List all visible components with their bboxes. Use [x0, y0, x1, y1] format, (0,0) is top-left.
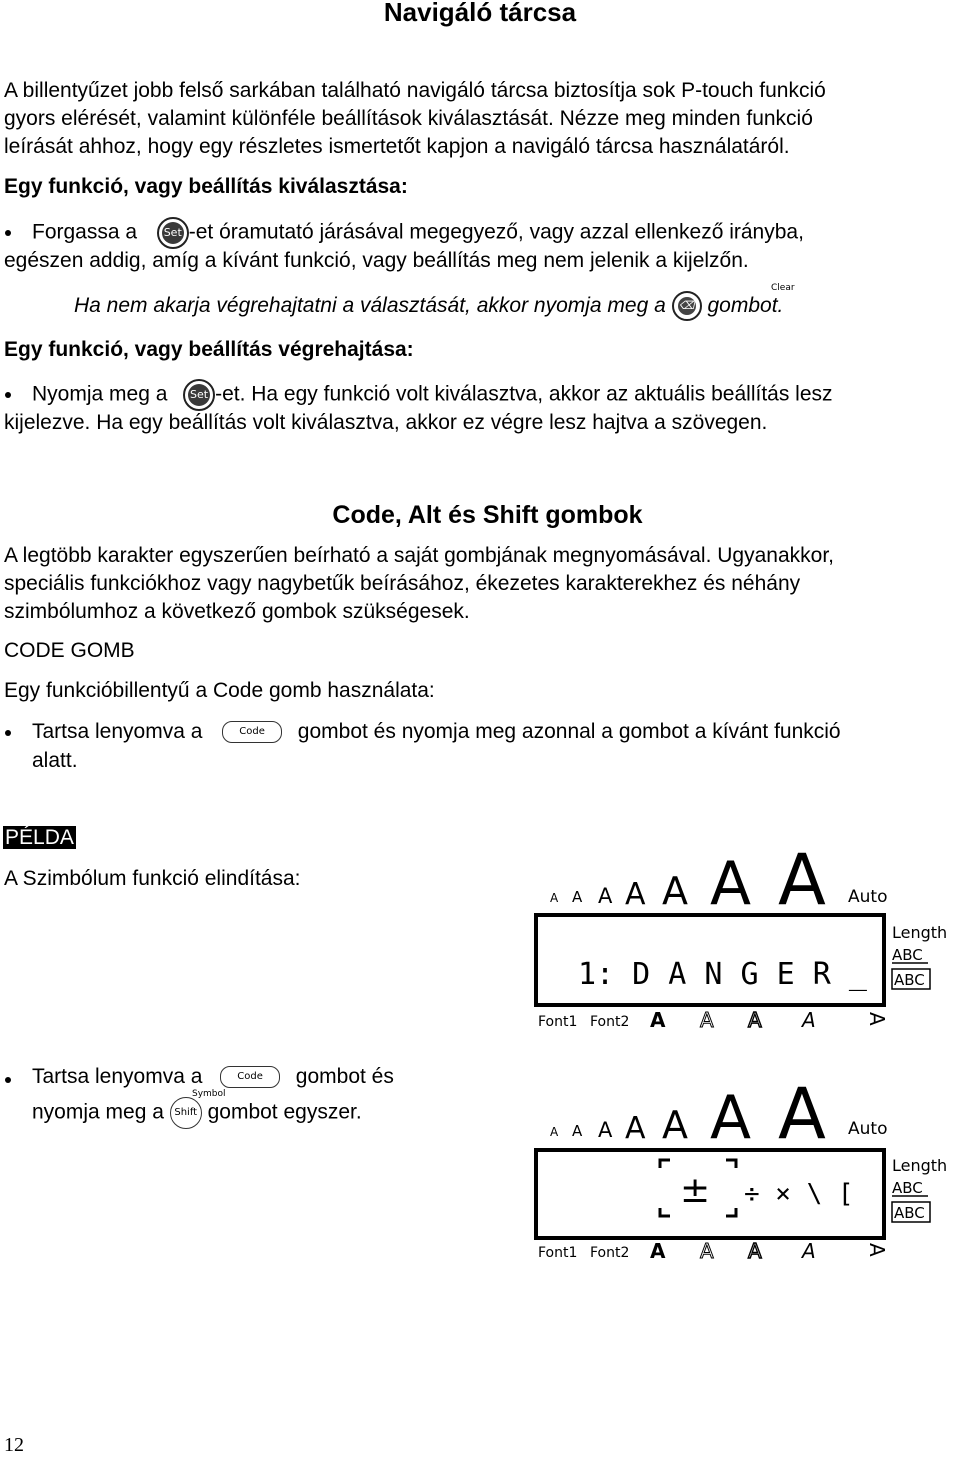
- example-title: A Szimbólum funkció elindítása:: [4, 867, 301, 890]
- size-letter: A: [625, 877, 646, 912]
- code-key-icon: Code: [220, 1066, 280, 1088]
- abc-framed-label: ABC: [894, 971, 925, 989]
- example-bullet-before-1: Tartsa lenyomva a: [32, 1065, 203, 1088]
- cancel-note-end: gombot.: [707, 294, 784, 317]
- execute-bullet-after: -et. Ha egy funkció volt kiválasztva, akkor az aktuális beállítás lesz: [215, 382, 833, 406]
- code-bullet-line-2: alatt.: [32, 749, 78, 772]
- style-letter: A: [748, 1008, 762, 1032]
- length-label: Length: [892, 1156, 948, 1175]
- bullet-dot: [5, 730, 11, 736]
- intro-line-2: gyors elérését, valamint különféle beállítások kiválasztását. Nézze meg minden funkció: [4, 107, 813, 130]
- abc-label: ABC: [892, 946, 923, 964]
- example-bullet-after-1: gombot és: [295, 1065, 394, 1088]
- page-title: Navigáló tárcsa: [383, 0, 577, 27]
- code-bullet-line-1: [32, 717, 841, 746]
- style-letter: A: [865, 1012, 889, 1026]
- size-letter: A: [710, 849, 752, 919]
- clear-key-icon: ⌫: [672, 291, 702, 321]
- size-letter: A: [778, 1073, 826, 1155]
- size-letter: A: [625, 1111, 646, 1146]
- style-letter: A: [748, 1239, 762, 1263]
- size-letter: A: [598, 884, 613, 908]
- code-bullet-after: gombot és nyomja meg azonnal a gombot a kívánt funkció: [297, 720, 841, 743]
- length-label: Length: [892, 923, 948, 942]
- execute-bullet-line-1: [32, 379, 833, 411]
- section-heading: Code, Alt és Shift gombok: [332, 501, 643, 529]
- code-bullet-before: Tartsa lenyomva a: [32, 720, 203, 743]
- select-bullet-line-1: [32, 217, 804, 249]
- style-letter: A: [865, 1243, 889, 1257]
- intro-line-1: A billentyűzet jobb felső sarkában található navigáló tárcsa biztosítja sok P-touch funkció: [4, 79, 826, 102]
- section-para-2: speciális funkciókhoz vagy nagybetűk beírásához, ékezetes karakterekhez és néhány: [4, 572, 801, 595]
- section-para-3: szimbólumhoz a következő gombok szükségesek.: [4, 600, 470, 623]
- size-letter: A: [710, 1083, 752, 1153]
- symbol-key-caption: Symbol: [192, 1089, 226, 1099]
- size-letter: A: [572, 888, 583, 906]
- lcd-symbols: ÷ × \ [: [744, 1179, 854, 1209]
- size-letter: A: [550, 1125, 559, 1139]
- set-key-icon: Set: [183, 379, 215, 411]
- page-number: 12: [4, 1434, 24, 1456]
- example-label: [3, 823, 76, 852]
- section-para-1: A legtöbb karakter egyszerűen beírható a saját gombjának megnyomásával. Ugyanakkor,: [4, 544, 834, 567]
- example-bullet-before-2: nyomja meg a: [32, 1100, 164, 1124]
- bullet-dot: [5, 230, 11, 236]
- style-letter: A: [650, 1239, 666, 1263]
- code-key-icon: Code: [222, 721, 282, 743]
- select-bullet-before: Forgassa a: [32, 220, 138, 244]
- cancel-note-text: Ha nem akarja végrehajtatni a választását, akkor nyomja meg a: [74, 294, 666, 317]
- lcd-display-1: [530, 830, 955, 1035]
- bullet-dot: [5, 392, 11, 398]
- abc-label: ABC: [892, 1179, 923, 1197]
- style-letter: A: [700, 1008, 714, 1032]
- auto-label: Auto: [848, 1119, 888, 1139]
- style-letter: A: [650, 1008, 666, 1032]
- size-letter: A: [598, 1118, 613, 1142]
- style-letter: A: [802, 1239, 816, 1263]
- example-bullet-after-2: gombot egyszer.: [207, 1100, 362, 1124]
- select-heading: Egy funkció, vagy beállítás kiválasztása:: [4, 175, 408, 198]
- execute-bullet-line-2: kijelezve. Ha egy beállítás volt kiválasztva, akkor ez végre lesz hajtva a szövegen.: [4, 411, 768, 434]
- bullet-dot: [5, 1077, 11, 1083]
- shift-key-icon: Shift: [170, 1097, 202, 1129]
- select-bullet-line-2: egészen addig, amíg a kívánt funkció, vagy beállítás meg nem jelenik a kijelzőn.: [4, 249, 749, 272]
- size-letter: A: [550, 891, 559, 905]
- example-badge: PÉLDA: [5, 826, 74, 849]
- size-letter: A: [662, 1103, 688, 1147]
- abc-framed-label: ABC: [894, 1204, 925, 1222]
- lcd-selected-symbol: ±: [680, 1170, 711, 1211]
- intro-line-3: leírását ahhoz, hogy egy részletes ismertetőt kapjon a navigáló tárcsa használatáról.: [4, 135, 790, 158]
- execute-bullet-before: Nyomja meg a: [32, 382, 168, 406]
- auto-label: Auto: [848, 887, 888, 907]
- execute-heading: Egy funkció, vagy beállítás végrehajtása:: [4, 338, 414, 361]
- example-bullet-line-1: [32, 1062, 394, 1091]
- style-letter: A: [802, 1008, 816, 1032]
- size-letter: A: [778, 839, 826, 921]
- font1-label: Font1: [538, 1245, 578, 1261]
- font2-label: Font2: [590, 1245, 630, 1261]
- size-letter: A: [662, 869, 688, 913]
- example-bullet-line-2: [32, 1097, 362, 1129]
- code-usage: Egy funkcióbillentyű a Code gomb használata:: [4, 679, 435, 702]
- select-bullet-after: -et óramutató járásával megegyező, vagy azzal ellenkező irányba,: [188, 220, 804, 244]
- clear-key-caption: Clear: [771, 283, 795, 293]
- style-letter: A: [700, 1239, 714, 1263]
- cancel-note: [74, 291, 783, 321]
- lcd-display-2: [530, 1066, 955, 1266]
- code-heading: CODE GOMB: [4, 639, 135, 662]
- font1-label: Font1: [538, 1014, 578, 1030]
- lcd-text: 1: D A N G E R _: [578, 957, 867, 992]
- size-letter: A: [572, 1122, 583, 1140]
- set-key-icon: Set: [157, 217, 189, 249]
- font2-label: Font2: [590, 1014, 630, 1030]
